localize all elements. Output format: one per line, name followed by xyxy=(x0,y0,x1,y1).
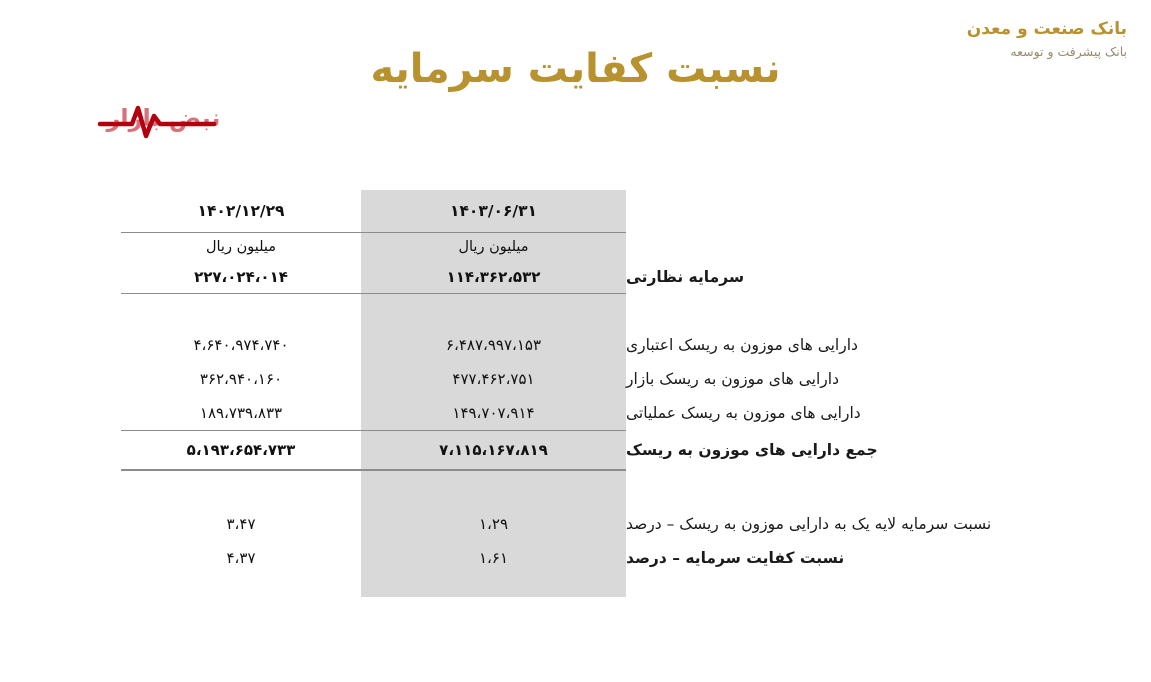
header-prior-period: ۱۴۰۲/۱۲/۲۹ xyxy=(121,190,361,233)
row-prior-total-rwa: ۵،۱۹۳،۶۵۴،۷۳۳ xyxy=(121,431,361,471)
row-label-market-risk: دارایی های موزون به ریسک بازار xyxy=(626,370,839,388)
table-header-row xyxy=(121,190,1151,233)
table-row xyxy=(121,541,1151,575)
row-prior-capital-adequacy-ratio: ۴،۳۷ xyxy=(226,549,256,567)
table-row xyxy=(121,431,1151,471)
row-current-credit-risk: ۶،۴۸۷،۹۹۷،۱۵۳ xyxy=(361,328,626,362)
row-label-operational-risk: دارایی های موزون به ریسک عملیاتی xyxy=(626,404,861,423)
row-prior-market-risk: ۳۶۲،۹۴۰،۱۶۰ xyxy=(199,370,283,388)
capital-adequacy-table xyxy=(0,190,1151,597)
unit-prior: میلیون ریال xyxy=(205,239,277,255)
row-prior-credit-risk: ۴،۶۴۰،۹۷۴،۷۴۰ xyxy=(193,336,289,354)
spacer-prior-2 xyxy=(121,470,361,507)
row-prior-tier1-ratio: ۳،۴۷ xyxy=(226,515,256,533)
tail-prior xyxy=(121,575,361,597)
table-row xyxy=(121,362,1151,396)
row-label-total-rwa: جمع دارایی های موزون به ریسک xyxy=(626,441,878,460)
row-current-tier1-ratio: ۱،۲۹ xyxy=(361,507,626,541)
row-current-total-rwa: ۷،۱۱۵،۱۶۷،۸۱۹ xyxy=(361,431,626,471)
table-row xyxy=(121,396,1151,431)
tail-current xyxy=(361,575,626,597)
table-tail-row xyxy=(121,575,1151,597)
spacer-label-1 xyxy=(626,294,1151,329)
spacer-prior-1 xyxy=(121,294,361,329)
row-label-regulatory-capital: سرمایه نظارتی xyxy=(626,268,745,287)
row-prior-regulatory-capital: ۲۲۷،۰۲۴،۰۱۴ xyxy=(121,261,361,294)
row-label-capital-adequacy-ratio: نسبت کفایت سرمایه – درصد xyxy=(626,549,845,567)
table-row xyxy=(121,328,1151,362)
row-prior-operational-risk: ۱۸۹،۷۳۹،۸۳۳ xyxy=(121,396,361,431)
page-title: نسبت کفایت سرمایه xyxy=(370,46,781,92)
spacer-current-1 xyxy=(361,294,626,329)
table-unit-row xyxy=(121,233,1151,262)
header-current-period: ۱۴۰۳/۰۶/۳۱ xyxy=(361,190,626,233)
row-label-credit-risk: دارایی های موزون به ریسک اعتباری xyxy=(626,336,858,354)
row-current-regulatory-capital: ۱۱۴،۳۶۲،۵۳۲ xyxy=(361,261,626,294)
row-current-operational-risk: ۱۴۹،۷۰۷،۹۱۴ xyxy=(361,396,626,431)
bank-name-secondary: بانک پیشرفت و توسعه xyxy=(1010,44,1127,60)
spacer-current-2 xyxy=(361,470,626,507)
row-current-market-risk: ۴۷۷،۴۶۲،۷۵۱ xyxy=(361,362,626,396)
table-spacer-row-1 xyxy=(121,294,1151,329)
table-row xyxy=(121,507,1151,541)
tail-label xyxy=(626,575,1151,597)
spacer-label-2 xyxy=(626,470,1151,507)
nabz-bazaar-watermark xyxy=(86,92,241,144)
row-current-capital-adequacy-ratio: ۱،۶۱ xyxy=(361,541,626,575)
row-label-tier1-ratio: نسبت سرمایه لایه یک به دارایی موزون به ریسک – درصد xyxy=(626,515,992,533)
watermark-label: نبض بازار xyxy=(106,104,221,132)
unit-label-spacer xyxy=(626,233,1151,262)
table-row xyxy=(121,261,1151,294)
unit-current: میلیون ریال xyxy=(361,233,626,262)
table-spacer-row-2 xyxy=(121,470,1151,507)
header-label-spacer xyxy=(626,190,1151,233)
bank-name-primary: بانک صنعت و معدن xyxy=(966,19,1127,39)
